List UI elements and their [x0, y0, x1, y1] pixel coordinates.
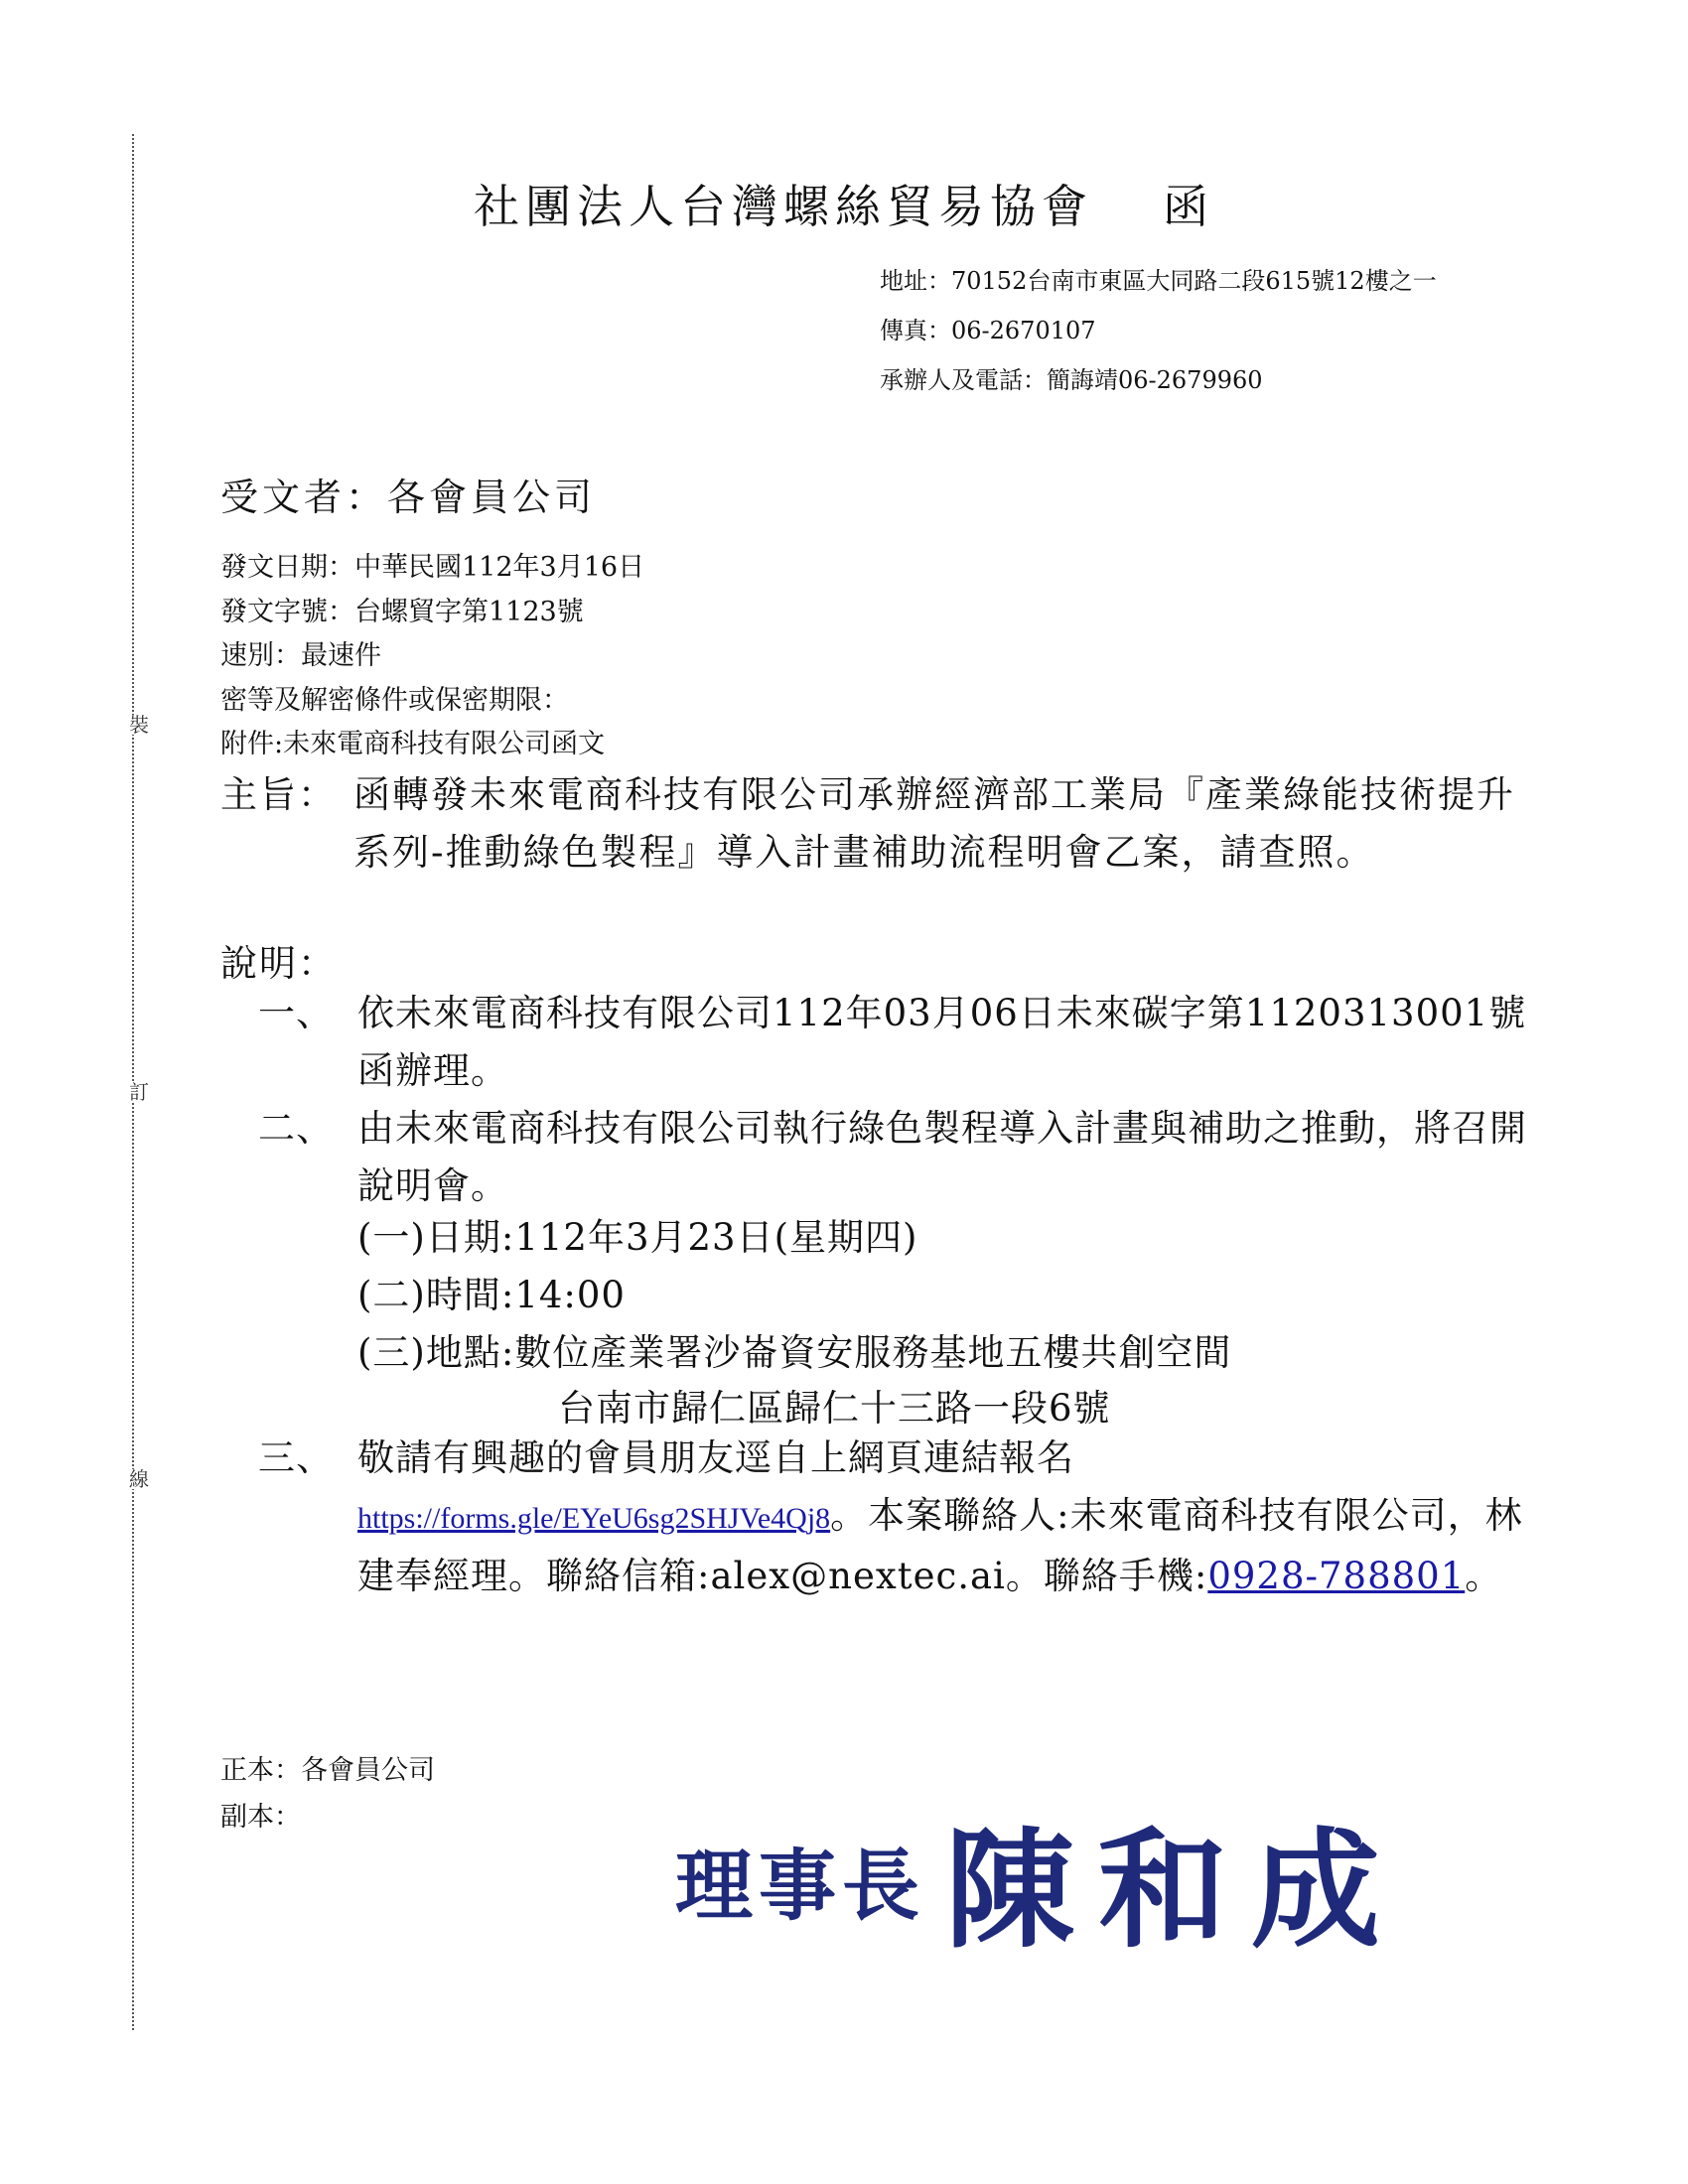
sender-contact: 承辦人及電話：簡誨靖06-2679960 [880, 366, 1263, 394]
seal-name: 陳和成 [945, 1814, 1405, 1966]
registration-link[interactable]: https://forms.gle/EYeU6sg2SHJVe4Qj8 [357, 1502, 831, 1535]
document-meta [220, 546, 644, 767]
item-text-mid: 。本案聯絡人:未來電商科技有限公司，林建奉經理。聯絡信箱:alex@nextec.ai。聯絡手機: [357, 1494, 1523, 1597]
item-text: 由未來電商科技有限公司執行綠色製程導入計畫與補助之推動，將召開說明會。 [357, 1107, 1527, 1207]
item-text-before: 敬請有興趣的會員朋友逕自上網頁連結報名 [357, 1436, 1074, 1479]
meeting-time: (二)時間:14:00 [357, 1274, 626, 1316]
document-title [0, 171, 1688, 236]
attachment: 附件:未來電商科技有限公司函文 [220, 729, 606, 759]
issue-date: 發文日期：中華民國112年3月16日 [220, 552, 645, 583]
copies [220, 1747, 435, 1841]
item-number: 二、 [258, 1107, 334, 1150]
issue-number: 發文字號：台螺貿字第1123號 [220, 596, 584, 627]
organization-name: 社團法人台灣螺絲貿易協會 [474, 180, 1093, 233]
explanation-item-2 [258, 1100, 1534, 1215]
subject [220, 766, 1521, 882]
item-number: 一、 [258, 992, 334, 1034]
meeting-date: (一)日期:112年3月23日(星期四) [357, 1216, 918, 1259]
binding-mark-bottom: 線 [129, 1467, 149, 1491]
explanation-item-3 [258, 1430, 1534, 1605]
original-recipient: 正本：各會員公司 [220, 1755, 435, 1786]
subject-label: 主旨： [220, 773, 337, 816]
speed-class: 速別：最速件 [220, 640, 381, 671]
recipient: 受文者：各會員公司 [220, 476, 597, 519]
chairman-seal [675, 1787, 1404, 1973]
item-text [357, 1430, 1534, 1605]
subject-text: 函轉發未來電商科技有限公司承辦經濟部工業局『產業綠能技術提升系列-推動綠色製程』導入計畫補助流程明會乙案，請查照。 [353, 773, 1515, 874]
explanation-label: 說明： [220, 942, 337, 985]
meeting-address: 台南市歸仁區歸仁十三路一段6號 [558, 1387, 1111, 1430]
sender-fax: 傳真：06-2670107 [880, 317, 1096, 344]
document-type: 函 [1163, 180, 1214, 233]
binding-mark-middle: 訂 [129, 1080, 149, 1104]
copy-recipient: 副本： [220, 1802, 301, 1833]
seal-title: 理事長 [675, 1841, 926, 1932]
item-number: 三、 [258, 1436, 334, 1479]
sender-address: 地址：70152台南市東區大同路二段615號12樓之一 [880, 267, 1437, 295]
item-text: 依未來電商科技有限公司112年03月06日未來碳字第1120313001號函辦理。 [357, 992, 1527, 1092]
explanation-item-1 [258, 985, 1534, 1100]
secrecy-level: 密等及解密條件或保密期限： [220, 684, 569, 716]
sender-info [880, 256, 1437, 405]
binding-mark-top: 裝 [129, 713, 149, 737]
item-text-end: 。 [1465, 1555, 1503, 1597]
meeting-place: (三)地點:數位產業署沙崙資安服務基地五樓共創空間 [357, 1331, 1232, 1374]
contact-phone-link[interactable]: 0928-788801 [1207, 1555, 1466, 1597]
